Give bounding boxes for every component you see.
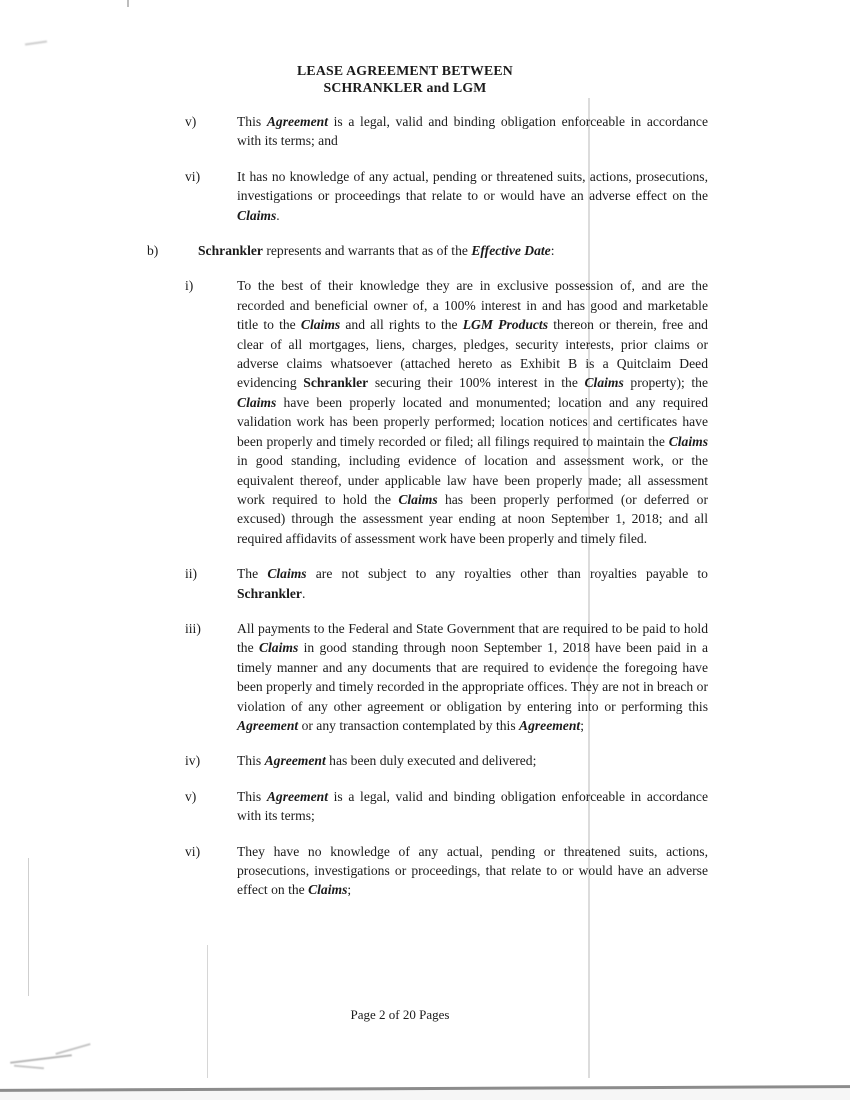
item-text: It has no knowledge of any actual, pending or threatened suits, actions, prosecutions, investigations or proceedings that relate to or would have an adverse effect on the Claims. xyxy=(237,168,708,223)
list-item xyxy=(185,751,708,770)
item-label: v) xyxy=(185,114,197,129)
clause-list xyxy=(0,112,850,900)
item-label: iii) xyxy=(185,620,201,636)
document-title-line1: LEASE AGREEMENT BETWEEN xyxy=(297,63,513,78)
list-item xyxy=(185,112,708,151)
scan-smudge xyxy=(10,1054,72,1064)
list-item xyxy=(185,842,708,900)
document-title xyxy=(0,63,810,96)
item-label: vi) xyxy=(185,843,201,859)
list-item xyxy=(185,167,708,225)
item-text: This Agreement is a legal, valid and binding obligation enforceable in accordance with its terms; xyxy=(237,788,708,824)
item-label: vi) xyxy=(185,168,201,184)
item-text: Schrankler represents and warrants that as of the Effective Date: xyxy=(198,243,555,259)
item-text: The Claims are not subject to any royalties other than royalties payable to Schrankler. xyxy=(237,566,708,601)
scan-smudge xyxy=(14,1065,44,1069)
scan-smudge xyxy=(55,1043,90,1055)
item-text: This Agreement has been duly executed and delivered; xyxy=(237,753,537,769)
item-label: iv) xyxy=(185,753,201,769)
document-content xyxy=(0,63,850,916)
list-item xyxy=(185,787,708,826)
item-label: ii) xyxy=(185,566,198,582)
page-number-footer: Page 2 of 20 Pages xyxy=(350,1007,450,1022)
item-text: This Agreement is a legal, valid and binding obligation enforceable in accordance with its terms; and xyxy=(237,114,708,149)
item-text: All payments to the Federal and State Government that are required to be paid to hold the Claims in good standing through noon September 1, 2018 have been paid in a timely manner and any documents that are required to evidence the foregoing have been properly and timely recorded in the appropriate offices. They are not in breach or violation of any other agreement or obligation by entering into or performing this Agreement or any transaction contemplated by this Agreement; xyxy=(237,620,708,733)
scan-mark xyxy=(127,0,129,7)
list-item xyxy=(185,276,708,548)
list-item xyxy=(185,619,708,735)
list-item xyxy=(185,564,708,603)
item-text: They have no knowledge of any actual, pending or threatened suits, actions, prosecutions, investigations or proceedings, that relate to or would have an adverse effect on the Claims; xyxy=(237,843,708,898)
scan-smudge xyxy=(25,40,47,45)
list-item xyxy=(147,241,708,260)
item-label: b) xyxy=(147,243,159,259)
document-title-line2: SCHRANKLER and LGM xyxy=(323,79,487,95)
item-label: i) xyxy=(185,278,194,294)
item-label: v) xyxy=(185,788,197,804)
item-text: To the best of their knowledge they are in exclusive possession of, and are the recorded and beneficial owner of, a 100% interest in and has good and marketable title to the Claims and all rights to the LGM Products thereon or therein, free and clear of all mortgages, liens, charges, pledges, security interests, prior claims or adverse claims whatsoever (attached hereto as Exhibit B is a Quitclaim Deed evidencing Schrankler securing their 100% interest in the Claims property); the Claims have been properly located and monumented; location and any required validation work has been properly performed; location notices and certificates have been properly and timely recorded or filed; all filings required to maintain the Claims in good standing, including evidence of location and assessment work, or the equivalent thereof, under applicable law have been properly made; all assessment work required to hold the Claims has been properly performed (or deferred or excused) through the assessment year ending at noon September 1, 2018; and all required affidavits of assessment work have been properly and timely filed. xyxy=(237,278,708,546)
